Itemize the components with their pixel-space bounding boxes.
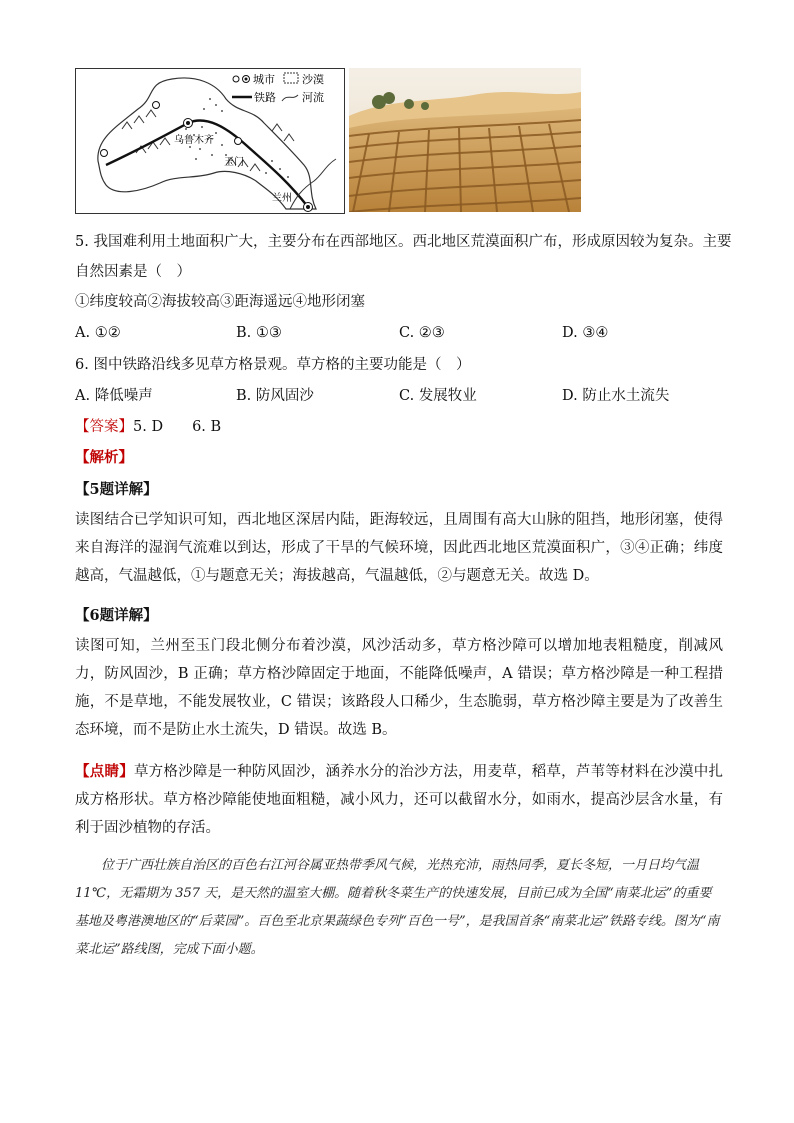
city-marker [235,138,242,145]
photo-graphic [349,68,581,212]
q5-factors: ①纬度较高②海拔较高③距海遥远④地形闭塞 [75,294,365,310]
detail5-label: 【5题详解】 [75,481,158,498]
city-marker [101,150,108,157]
answer-label: 【答案】 [75,419,133,435]
legend-river-icon [282,95,298,101]
q5-stem-line1: 5. 我国难利用土地面积广大，主要分布在西部地区。西北地区荒漠面积广布，形成原因较为复杂。主要 [75,234,732,250]
figures [75,68,581,212]
straw-checkerboard-photo [349,68,581,212]
yumen-label: 玉门 [224,157,244,168]
legend-city-label: 城市 [253,73,275,86]
detail6-text: 读图可知，兰州至玉门段北侧分布着沙漠，风沙活动多，草方格沙障可以增加地表粗糙度，削减风力，防风固沙，B 正确；草方格沙障固定于地面，不能降低噪声，A 错误；草方格沙障是一种工程措施，不是草地，不能发展牧业，C 错误；该路段人口稀少，生态脆弱，草方格沙障主要是为了改善生态环境，而不是防止水土流失，D 错误。故选 B。 [75,638,723,738]
legend-desert-label: 沙漠 [302,73,324,86]
q5-option-b: B. ①③ [236,325,282,341]
legend-railway-label: 铁路 [254,91,276,104]
legend-city-icon [233,76,239,82]
q5-option-a: A. ①② [75,325,121,341]
q6-option-a: A. 降低噪声 [75,388,153,404]
q6-option-b: B. 防风固沙 [236,388,314,404]
detail6-label: 【6题详解】 [75,607,158,624]
q6-option-d: D. 防止水土流失 [562,388,670,404]
next-passage: 位于广西壮族自治区的百色右江河谷属亚热带季风气候，光热充沛，雨热同季，夏长冬短，一月日均气温 11℃，无霜期为 357 天，是天然的温室大棚。随着秋冬菜生产的快速发展，目前已成为全国“南菜北运”的重要基地及粤港澳地区的“后菜园”。百色至北京果蔬绿色专列“百色一号”，是我国首条“南菜北运”铁路专线。图为“南菜北运”路线图，完成下面小题。 [75,858,720,957]
legend-river-label: 河流 [302,91,324,104]
q6-stem: 6. 图中铁路沿线多见草方格景观。草方格的主要功能是（ ） [75,357,471,373]
q6-option-c: C. 发展牧业 [399,388,477,404]
q5-option-d: D. ③④ [562,325,609,341]
lanzhou-marker-dot [306,205,310,209]
note-block [75,758,723,842]
urumqi-label: 乌鲁木齐 [174,135,214,146]
q5-option-c: C. ②③ [399,325,445,341]
note-text: 草方格沙障是一种防风固沙，涵养水分的治沙方法，用麦草，稻草，芦苇等材料在沙漠中扎成方格形状。草方格沙障能使地面粗糙，减小风力，还可以截留水分，如雨水，提高沙层含水量，有利于固沙植物的存活。 [75,764,724,836]
detail5-text: 读图结合已学知识可知，西北地区深居内陆，距海较远，且周围有高大山脉的阻挡，地形闭塞，使得来自海洋的湿润气流难以到达，形成了干旱的气候环境，因此西北地区荒漠面积广，③④正确；纬度越高，气温越低，①与题意无关；海拔越高，气温越低，②与题意无关。故选 D。 [75,512,723,584]
note-label: 【点睛】 [75,763,134,780]
city-marker [153,102,160,109]
answer-text: 5. D 6. B [133,419,222,435]
map-graphic [76,69,344,213]
q5-stem-line2: 自然因素是（ ） [75,264,191,280]
analysis-label: 【解析】 [75,449,133,466]
answer-line [75,417,221,437]
legend-desert-icon [284,73,298,83]
northwest-map [75,68,345,214]
map-legend [232,72,324,104]
urumqi-marker-dot [186,121,190,125]
lanzhou-label: 兰州 [272,193,292,204]
